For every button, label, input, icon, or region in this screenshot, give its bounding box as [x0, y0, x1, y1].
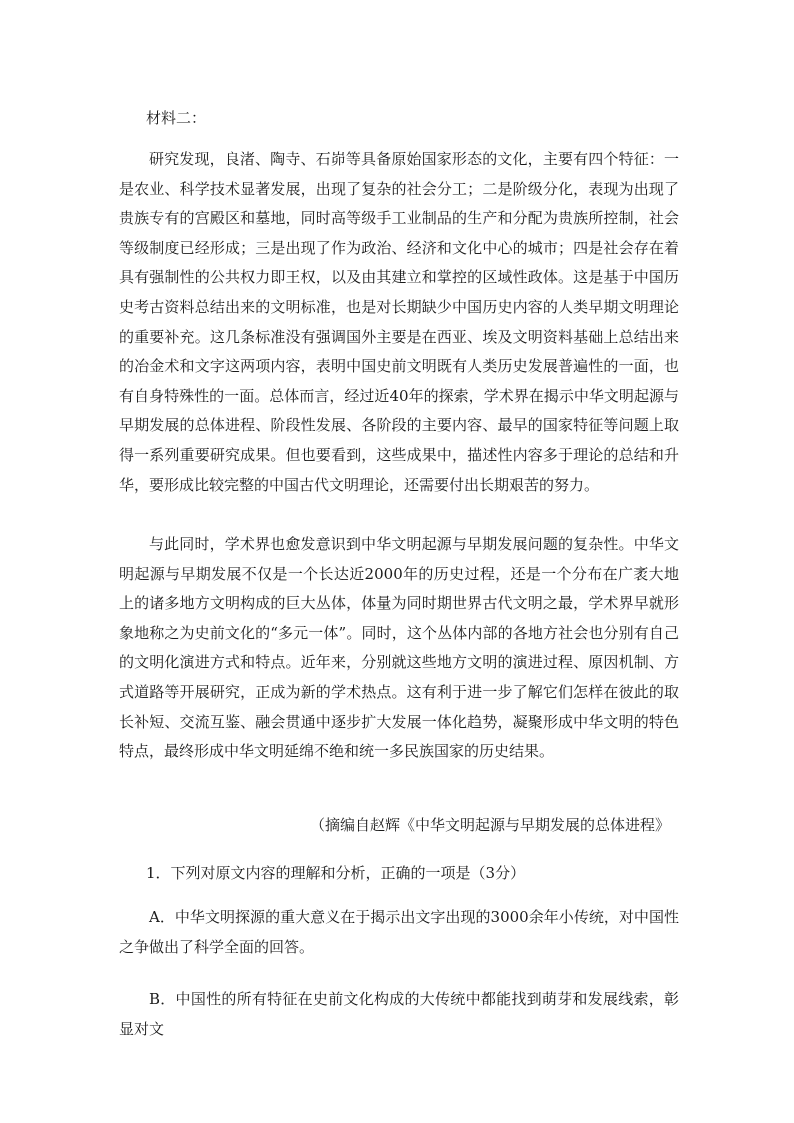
option-a: A．中华文明探源的重大意义在于揭示出文字出现的3000余年小传统，对中国性之争做出了科学全面的回答。 [119, 908, 679, 956]
question-1: 1．下列对原文内容的理解和分析，正确的一项是（3分） [146, 864, 526, 882]
paragraph-2-block [119, 530, 679, 767]
option-b-block [119, 985, 679, 1038]
paragraph-1: 研究发现，良渚、陶寺、石峁等具备原始国家形态的文化，主要有四个特征：一是农业、科学技术显著发展，出现了复杂的社会分工；二是阶级分化，表现为出现了贵族专有的宫殿区和墓地，同时高等级手工业制品的生产和分配为贵族所控制，社会等级制度已经形成；三是出现了作为政治、经济和文化中心的城市；四是社会存在着具有强制性的公共权力即王权，以及由其建立和掌控的区域性政体。这是基于中国历史考古资料总结出来的文明标准，也是对长期缺少中国历史内容的人类早期文明理论的重要补充。这几条标准没有强调国外主要是在西亚、埃及文明资料基础上总结出来的冶金术和文字这两项内容，表明中国史前文明既有人类历史发展普遍性的一面，也有自身特殊性的一面。总体而言，经过近40年的探索，学术界在揭示中华文明起源与早期发展的总体进程、阶段性发展、各阶段的主要内容、最早的国家特征等问题上取得一系列重要研究成果。但也要看到，这些成果中，描述性内容多于理论的总结和升华，要形成比较完整的中国古代文明理论，还需要付出长期艰苦的努力。 [119, 150, 679, 494]
source-citation: （摘编自赵辉《中华文明起源与早期发展的总体进程》 [309, 816, 670, 834]
material-heading: 材料二： [146, 109, 207, 127]
paragraph-2: 与此同时，学术界也愈发意识到中华文明起源与早期发展问题的复杂性。中华文明起源与早期发展不仅是一个长达近2000年的历史过程，还是一个分布在广袤大地上的诸多地方文明构成的巨大丛体，体量为同时期世界古代文明之最，学术界早就形象地称之为史前文化的“多元一体”。同时，这个丛体内部的各地方社会也分别有自己的文明化演进方式和特点。近年来，分别就这些地方文明的演进过程、原因机制、方式道路等开展研究，正成为新的学术热点。这有利于进一步了解它们怎样在彼此的取长补短、交流互鉴、融会贯通中逐步扩大发展一体化趋势，凝聚形成中华文明的特色特点，最终形成中华文明延绵不绝和统一多民族国家的历史结果。 [119, 535, 679, 761]
paragraph-1-block [119, 145, 679, 500]
option-a-block [119, 903, 679, 962]
option-b: B．中国性的所有特征在史前文化构成的大传统中都能找到萌芽和发展线索，彰显对文 [119, 990, 679, 1038]
